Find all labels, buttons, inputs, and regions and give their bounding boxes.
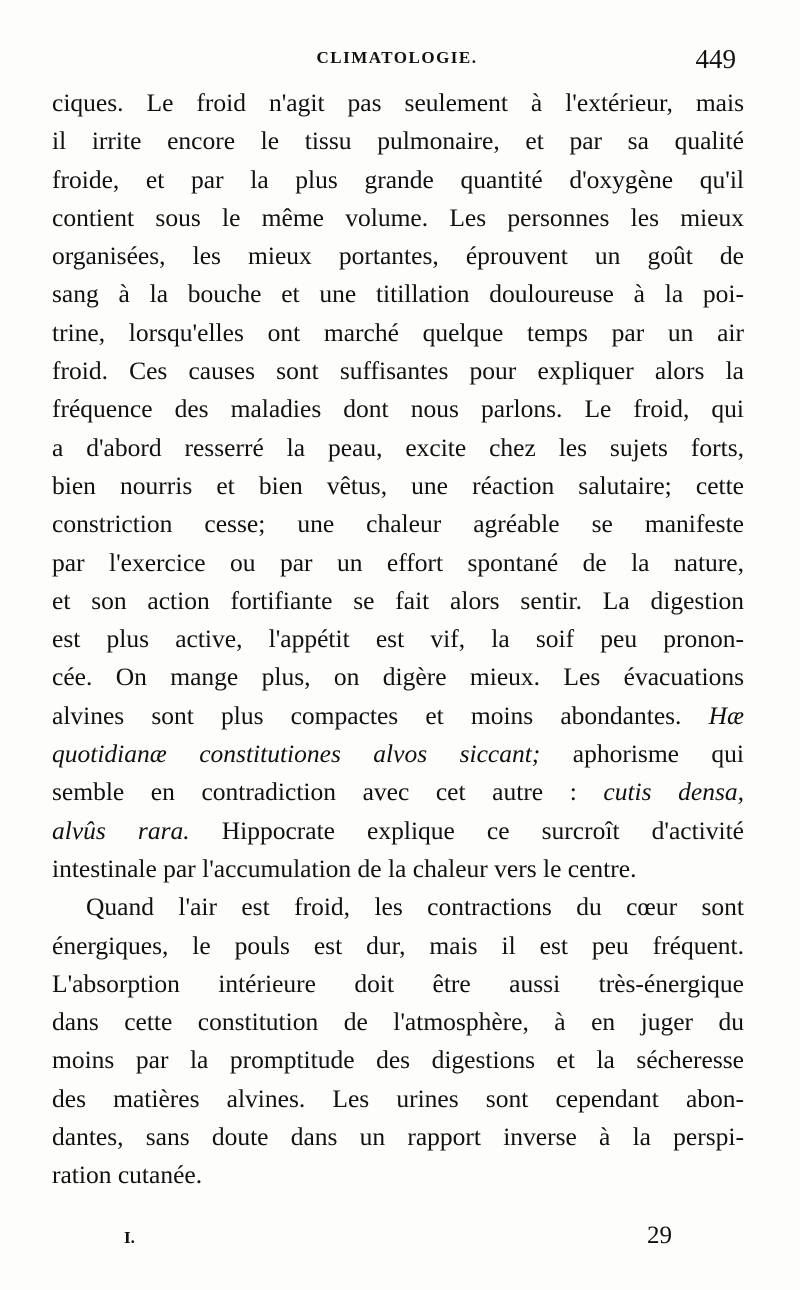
text-line: contient sous le même volume. Les personnes les mieux <box>52 202 744 232</box>
text-line: et son action fortifiante se fait alors sentir. La digestion <box>52 585 744 615</box>
text-line: il irrite encore le tissu pulmonaire, et par sa qualité <box>52 126 744 156</box>
text-line <box>52 812 744 850</box>
text-line: a d'abord resserré la peau, excite chez les sujets forts, <box>52 432 744 462</box>
running-head <box>52 46 742 76</box>
text-run: Hippocrate explique ce surcroît d'activité <box>221 815 744 845</box>
text-line: ciques. Le froid n'agit pas seulement à l'extérieur, mais <box>52 88 744 117</box>
latin-quote: cutis densa, <box>603 777 745 807</box>
text-line: bien nourris et bien vêtus, une réaction salutaire; cette <box>52 470 744 500</box>
text-line: organisées, les mieux portantes, éprouvent un goût de <box>52 241 744 271</box>
page-footer <box>52 1222 744 1262</box>
latin-quote: Hæ <box>708 700 744 730</box>
text-line <box>52 773 744 811</box>
text-line: Quand l'air est froid, les contractions du cœur sont <box>86 892 744 922</box>
text-line: sang à la bouche et une titillation douloureuse à la poi- <box>52 279 744 309</box>
text-line: trine, lorsqu'elles ont marché quelque temps par un air <box>52 317 744 347</box>
text-line: intestinale par l'accumulation de la chaleur vers le centre. <box>52 853 637 883</box>
text-line: par l'exercice ou par un effort spontané de la nature, <box>52 547 744 577</box>
text-line: dantes, sans doute dans un rapport inverse à la perspi- <box>52 1122 744 1152</box>
text-line: froid. Ces causes sont suffisantes pour expliquer alors la <box>52 356 744 386</box>
text-line: L'absorption intérieure doit être aussi très-énergique <box>52 968 744 998</box>
text-line: fréquence des maladies dont nous parlons. Le froid, qui <box>52 394 744 424</box>
text-line <box>52 697 744 735</box>
text-line: des matières alvines. Les urines sont cependant abon- <box>52 1083 744 1113</box>
running-title: CLIMATOLOGIE. <box>316 48 478 67</box>
body-text <box>52 84 744 1195</box>
text-line: énergiques, le pouls est dur, mais il est peu fréquent. <box>52 930 744 960</box>
latin-quote: quotidianæ constitutiones alvos siccant; <box>52 739 541 769</box>
text-line: dans cette constitution de l'atmosphère, à en juger du <box>52 1007 744 1037</box>
text-run: alvines sont plus compactes et moins abondantes. <box>52 700 682 730</box>
latin-quote: alvûs rara. <box>52 815 190 845</box>
text-line <box>52 735 744 773</box>
page-number: 449 <box>695 44 736 74</box>
text-line: moins par la promptitude des digestions et la sécheresse <box>52 1045 744 1075</box>
text-run: semble en contradiction avec cet autre : <box>52 777 577 807</box>
text-run: aphorisme qui <box>572 739 745 769</box>
signature-mark: I. <box>124 1228 135 1247</box>
text-line: est plus active, l'appétit est vif, la soif peu pronon- <box>52 624 744 654</box>
text-line: constriction cesse; une chaleur agréable se manifeste <box>52 509 744 539</box>
text-line: froide, et par la plus grande quantité d'oxygène qu'il <box>52 164 744 194</box>
text-line: cée. On mange plus, on digère mieux. Les évacuations <box>52 662 744 692</box>
text-line: ration cutanée. <box>52 1160 203 1190</box>
signature-number: 29 <box>647 1222 672 1249</box>
